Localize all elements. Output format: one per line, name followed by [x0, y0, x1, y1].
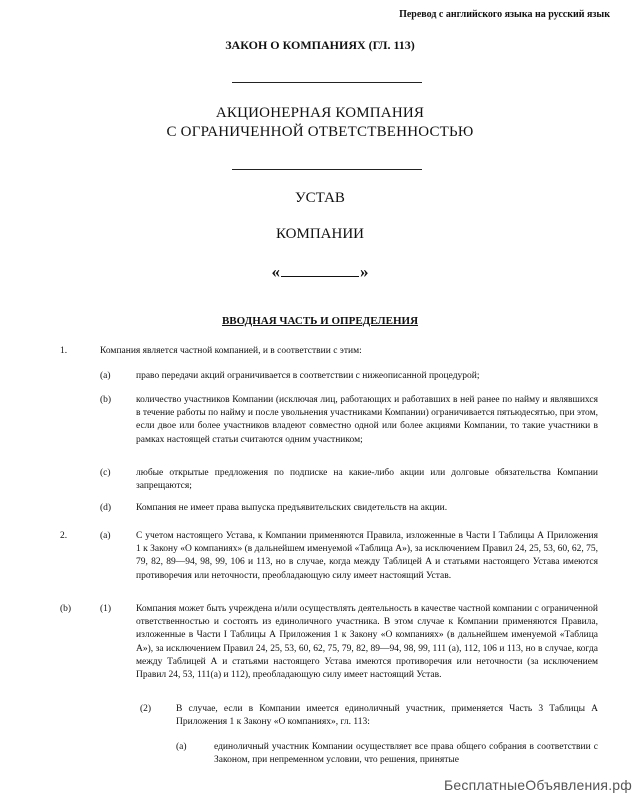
clause-2b1-text: Компания может быть учреждена и/или осуществлять деятельность в качестве частной компании с ограниченной ответственностью и состоять из единоличного участника. В этом случае к Компании применяются Правила, изложенные в Части I Таблицы А Приложения 1 к Закону «О компаниях» (в дальнейшем именуемой «Таблица А»), за исключением Правил 24, 25, 53, 60, 62, 75, 79, 82, 89—94, 98, 99, 111 (a), 112, 106 и 113, но в случае, когда между Таблицей А и статьями настоящего Устава имеются противоречия или неточности (за исключением Правил 24, 53, 111(a) и 112), преобладающую силу имеет настоящий Устав.: [136, 604, 598, 681]
name-blank-line: [281, 262, 359, 277]
charter-title: УСТАВ: [295, 190, 345, 206]
clause-2-number: 2.: [60, 531, 68, 541]
clause-2b1-label: (1): [100, 604, 112, 614]
clause-1d-text: Компания не имеет права выпуска предъявительских свидетельств на акции.: [136, 503, 448, 513]
close-quote: »: [360, 262, 369, 281]
clause-2b-label: (b): [60, 604, 72, 614]
company-type-line1: АКЦИОНЕРНАЯ КОМПАНИЯ: [215, 105, 425, 121]
company-type-line2: С ОГРАНИЧЕННОЙ ОТВЕТСТВЕННОСТЬЮ: [166, 124, 474, 140]
translation-note: Перевод с английского языка на русский язык: [399, 9, 610, 20]
clause-2b2-text: В случае, если в Компании имеется единоличный участник, применяется Часть 3 Таблицы А Приложения 1 к Закону «О компаниях», гл. 113:: [176, 704, 598, 728]
clause-2a-label: (a): [100, 531, 111, 541]
clause-1a-label: (a): [100, 371, 111, 381]
clause-1a-text: право передачи акций ограничивается в соответствии с нижеописанной процедурой;: [136, 371, 480, 381]
clause-1-text: Компания является частной компанией, и в соответствии с этим:: [100, 346, 362, 356]
clause-2b2a-label: (a): [176, 742, 187, 752]
clause-1c-text: любые открытые предложения по подписке на какие-либо акции или долговые обязательства Компании запрещаются;: [136, 468, 598, 492]
divider-bottom: [232, 169, 422, 170]
clause-2a-text: С учетом настоящего Устава, к Компании применяются Правила, изложенные в Части I Таблицы А Приложения 1 к Закону «О компаниях» (в дальнейшем именуемой «Таблица А»), за исключением Правил 24, 25, 53, 60, 62, 75, 79, 82, 89—94, 98, 99, 106 и 113, но в случае, когда между Таблицей А и статьями настоящего Устава имеются противоречия или неточности, преобладающую силу имеет настоящий Устав.: [136, 531, 598, 581]
divider-top: [232, 82, 422, 83]
clause-1d-label: (d): [100, 503, 112, 513]
company-name-blank: [0, 262, 640, 282]
clause-2b2a-text: единоличный участник Компании осуществляет все права общего собрания в соответствии с Законом, при непременном условии, что решения, принятые: [214, 742, 598, 766]
company-type-heading: [0, 104, 640, 142]
clause-2b2-label: (2): [140, 704, 152, 714]
law-title: ЗАКОН О КОМПАНИЯХ (ГЛ. 113): [225, 38, 415, 52]
clause-1b-text: количество участников Компании (исключая лиц, работающих и работавших в ней ранее по найму и являвшихся в течение работы по найму и после увольнения участниками Компании) ограничивается пятьюдесятью, при этом, если двое или более участников владеют совместно одной или более акциями Компании, то такие участники в рамках настоящей статьи считаются одним участником;: [136, 395, 598, 445]
section-heading: ВВОДНАЯ ЧАСТЬ И ОПРЕДЕЛЕНИЯ: [221, 315, 419, 327]
site-watermark: БесплатныеОбъявления.рф: [444, 777, 632, 793]
clause-1b-label: (b): [100, 395, 112, 405]
open-quote: «: [271, 262, 280, 281]
charter-subtitle: КОМПАНИИ: [276, 226, 364, 242]
clause-1-number: 1.: [60, 346, 68, 356]
clause-1c-label: (c): [100, 468, 111, 478]
